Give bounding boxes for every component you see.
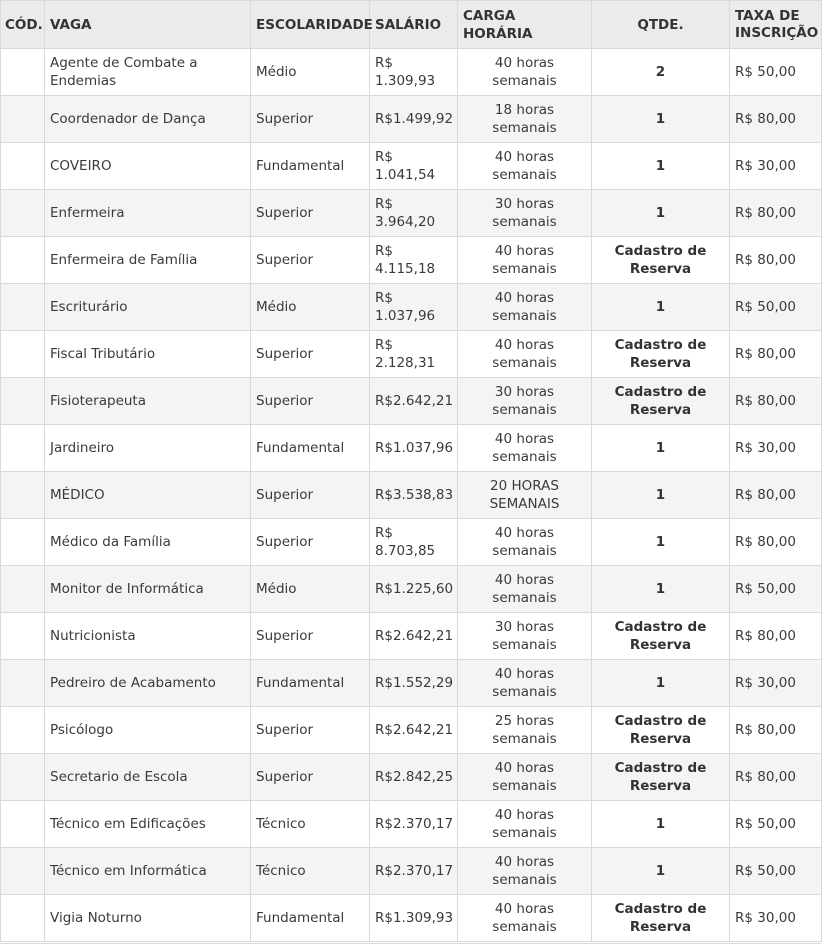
cell-salario: R$3.538,83 [370, 472, 458, 519]
cell-salario: R$ 2.128,31 [370, 331, 458, 378]
cell-taxa-inscricao: R$ 30,00 [730, 143, 822, 190]
cell-qtde: 1 [592, 472, 730, 519]
cell-carga-horaria: 40 horas semanais [458, 660, 592, 707]
cell-cod [1, 707, 45, 754]
cell-escolaridade: Superior [251, 378, 370, 425]
cell-escolaridade: Superior [251, 613, 370, 660]
cell-carga-horaria: 25 horas semanais [458, 707, 592, 754]
cell-vaga: Jardineiro [45, 425, 251, 472]
cell-taxa-inscricao: R$ 30,00 [730, 660, 822, 707]
cell-cod [1, 96, 45, 143]
cell-vaga: Nutricionista [45, 613, 251, 660]
cell-salario: R$2.642,21 [370, 613, 458, 660]
cell-taxa-inscricao: R$ 50,00 [730, 49, 822, 96]
cell-carga-horaria: 30 horas semanais [458, 190, 592, 237]
cell-salario: R$2.842,25 [370, 754, 458, 801]
cell-salario: R$ 8.703,85 [370, 519, 458, 566]
table-row [1, 96, 822, 143]
table-row [1, 754, 822, 801]
cell-taxa-inscricao: R$ 50,00 [730, 566, 822, 613]
cell-escolaridade: Técnico [251, 848, 370, 895]
cell-taxa-inscricao: R$ 80,00 [730, 519, 822, 566]
cell-escolaridade: Superior [251, 472, 370, 519]
cell-qtde: Cadastro de Reserva [592, 331, 730, 378]
header-cod: CÓD. [1, 1, 45, 49]
cell-carga-horaria: 20 HORAS SEMANAIS [458, 472, 592, 519]
cell-escolaridade: Superior [251, 190, 370, 237]
header-taxa-line1: TAXA DE [735, 7, 800, 24]
cell-vaga: Enfermeira [45, 190, 251, 237]
cell-escolaridade: Técnico [251, 801, 370, 848]
cell-salario: R$2.642,21 [370, 378, 458, 425]
cell-qtde: Cadastro de Reserva [592, 378, 730, 425]
cell-cod [1, 284, 45, 331]
cell-taxa-inscricao: R$ 30,00 [730, 425, 822, 472]
cell-vaga: Vigia Noturno [45, 895, 251, 942]
table-bottom-border [0, 943, 821, 944]
cell-vaga: Secretario de Escola [45, 754, 251, 801]
cell-salario: R$1.499,92 [370, 96, 458, 143]
cell-taxa-inscricao: R$ 80,00 [730, 190, 822, 237]
cell-qtde: 1 [592, 660, 730, 707]
table-row [1, 143, 822, 190]
cell-escolaridade: Médio [251, 566, 370, 613]
cell-taxa-inscricao: R$ 80,00 [730, 472, 822, 519]
table-body [1, 49, 822, 942]
cell-carga-horaria: 40 horas semanais [458, 143, 592, 190]
cell-salario: R$ 4.115,18 [370, 237, 458, 284]
cell-escolaridade: Superior [251, 237, 370, 284]
cell-salario: R$1.309,93 [370, 895, 458, 942]
cell-salario: R$2.642,21 [370, 707, 458, 754]
cell-vaga: Fiscal Tributário [45, 331, 251, 378]
table-row [1, 848, 822, 895]
cell-vaga: Médico da Família [45, 519, 251, 566]
cell-cod [1, 848, 45, 895]
cell-vaga: Enfermeira de Família [45, 237, 251, 284]
table-row [1, 660, 822, 707]
cell-salario: R$ 1.037,96 [370, 284, 458, 331]
cell-taxa-inscricao: R$ 80,00 [730, 237, 822, 284]
cell-vaga: Pedreiro de Acabamento [45, 660, 251, 707]
header-qtde: QTDE. [592, 1, 730, 49]
header-escolaridade: ESCOLARIDADE [251, 1, 370, 49]
table-row [1, 378, 822, 425]
cell-escolaridade: Superior [251, 96, 370, 143]
table-row [1, 895, 822, 942]
cell-cod [1, 801, 45, 848]
cell-cod [1, 519, 45, 566]
cell-taxa-inscricao: R$ 80,00 [730, 754, 822, 801]
cell-qtde: 1 [592, 801, 730, 848]
cell-cod [1, 425, 45, 472]
cell-cod [1, 895, 45, 942]
cell-qtde: 1 [592, 566, 730, 613]
cell-taxa-inscricao: R$ 80,00 [730, 378, 822, 425]
cell-carga-horaria: 40 horas semanais [458, 566, 592, 613]
cell-qtde: 1 [592, 190, 730, 237]
cell-taxa-inscricao: R$ 80,00 [730, 96, 822, 143]
cell-escolaridade: Fundamental [251, 895, 370, 942]
cell-carga-horaria: 40 horas semanais [458, 754, 592, 801]
cell-qtde: 1 [592, 848, 730, 895]
cell-carga-horaria: 40 horas semanais [458, 425, 592, 472]
table-row [1, 566, 822, 613]
table-row [1, 472, 822, 519]
cell-vaga: Coordenador de Dança [45, 96, 251, 143]
table-row [1, 425, 822, 472]
cell-carga-horaria: 40 horas semanais [458, 519, 592, 566]
cell-salario: R$ 1.309,93 [370, 49, 458, 96]
cell-vaga: Fisioterapeuta [45, 378, 251, 425]
cell-escolaridade: Fundamental [251, 425, 370, 472]
cell-carga-horaria: 30 horas semanais [458, 613, 592, 660]
cell-escolaridade: Fundamental [251, 143, 370, 190]
cell-vaga: Psicólogo [45, 707, 251, 754]
cell-cod [1, 613, 45, 660]
cell-taxa-inscricao: R$ 80,00 [730, 613, 822, 660]
cell-qtde: Cadastro de Reserva [592, 754, 730, 801]
table-row [1, 237, 822, 284]
cell-escolaridade: Superior [251, 519, 370, 566]
cell-carga-horaria: 40 horas semanais [458, 331, 592, 378]
cell-cod [1, 754, 45, 801]
cell-salario: R$ 3.964,20 [370, 190, 458, 237]
cell-vaga: Monitor de Informática [45, 566, 251, 613]
cell-cod [1, 237, 45, 284]
cell-escolaridade: Fundamental [251, 660, 370, 707]
table-row [1, 49, 822, 96]
cell-taxa-inscricao: R$ 50,00 [730, 801, 822, 848]
cell-escolaridade: Médio [251, 49, 370, 96]
cell-vaga: COVEIRO [45, 143, 251, 190]
cell-escolaridade: Superior [251, 707, 370, 754]
header-carga-horaria: CARGA HORÁRIA [458, 1, 592, 49]
cell-qtde: 1 [592, 284, 730, 331]
cell-escolaridade: Superior [251, 331, 370, 378]
cell-salario: R$ 1.041,54 [370, 143, 458, 190]
table-row [1, 707, 822, 754]
cell-salario: R$1.552,29 [370, 660, 458, 707]
cell-carga-horaria: 40 horas semanais [458, 848, 592, 895]
cell-carga-horaria: 30 horas semanais [458, 378, 592, 425]
cell-qtde: 1 [592, 96, 730, 143]
cell-carga-horaria: 40 horas semanais [458, 801, 592, 848]
cell-qtde: Cadastro de Reserva [592, 237, 730, 284]
cell-taxa-inscricao: R$ 50,00 [730, 284, 822, 331]
header-row [1, 1, 822, 49]
cell-cod [1, 378, 45, 425]
cell-carga-horaria: 40 horas semanais [458, 284, 592, 331]
table-row [1, 284, 822, 331]
cell-cod [1, 472, 45, 519]
cell-taxa-inscricao: R$ 30,00 [730, 895, 822, 942]
cell-taxa-inscricao: R$ 80,00 [730, 707, 822, 754]
cell-vaga: Técnico em Informática [45, 848, 251, 895]
cell-cod [1, 190, 45, 237]
cell-vaga: Escriturário [45, 284, 251, 331]
cell-cod [1, 143, 45, 190]
cell-qtde: 1 [592, 143, 730, 190]
table-row [1, 801, 822, 848]
cell-vaga: Técnico em Edificações [45, 801, 251, 848]
cell-carga-horaria: 40 horas semanais [458, 237, 592, 284]
table-header [1, 1, 822, 49]
header-taxa-line2: INSCRIÇÃO [735, 24, 819, 41]
cell-cod [1, 660, 45, 707]
cell-qtde: 1 [592, 425, 730, 472]
header-vaga: VAGA [45, 1, 251, 49]
cell-vaga: Agente de Combate a Endemias [45, 49, 251, 96]
table-row [1, 519, 822, 566]
cell-vaga: MÉDICO [45, 472, 251, 519]
cell-qtde: Cadastro de Reserva [592, 895, 730, 942]
cell-carga-horaria: 40 horas semanais [458, 49, 592, 96]
cell-taxa-inscricao: R$ 50,00 [730, 848, 822, 895]
cell-salario: R$2.370,17 [370, 801, 458, 848]
cell-qtde: 1 [592, 519, 730, 566]
cell-salario: R$2.370,17 [370, 848, 458, 895]
cell-carga-horaria: 40 horas semanais [458, 895, 592, 942]
table-row [1, 190, 822, 237]
table-row [1, 331, 822, 378]
cell-cod [1, 331, 45, 378]
table-row [1, 613, 822, 660]
cell-cod [1, 49, 45, 96]
cell-qtde: Cadastro de Reserva [592, 707, 730, 754]
header-salario: SALÁRIO [370, 1, 458, 49]
cell-qtde: 2 [592, 49, 730, 96]
cell-cod [1, 566, 45, 613]
cell-escolaridade: Superior [251, 754, 370, 801]
cell-salario: R$1.037,96 [370, 425, 458, 472]
header-taxa-inscricao [730, 1, 822, 49]
cell-carga-horaria: 18 horas semanais [458, 96, 592, 143]
cell-taxa-inscricao: R$ 80,00 [730, 331, 822, 378]
cell-salario: R$1.225,60 [370, 566, 458, 613]
cell-escolaridade: Médio [251, 284, 370, 331]
cell-qtde: Cadastro de Reserva [592, 613, 730, 660]
